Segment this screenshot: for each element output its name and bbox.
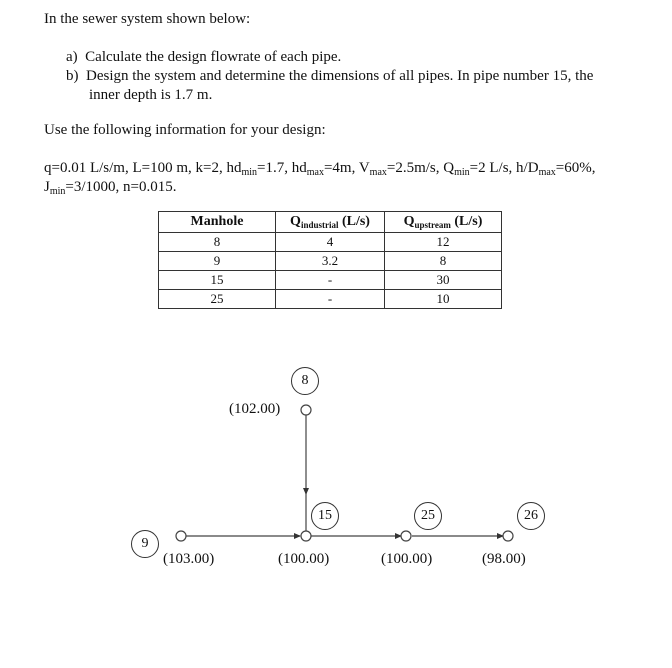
manhole-9-label: 9 <box>131 530 159 558</box>
elevation-25: (100.00) <box>381 551 433 567</box>
elevation-26: (98.00) <box>482 551 526 567</box>
cell-manhole: 8 <box>159 233 276 252</box>
header-q-industrial: $Q_{industrial}$ (L/s) <box>276 212 385 233</box>
elevation-15: (100.00) <box>278 551 330 567</box>
cell-manhole: 25 <box>159 290 276 309</box>
manhole-15-node <box>301 531 311 541</box>
question-a: a) Calculate the design flowrate of each pipe. <box>66 49 342 65</box>
cell-q-industrial: 4 <box>276 233 385 252</box>
question-b: b) Design the system and determine the dimensions of all pipes. In pipe number 15, the <box>66 68 594 84</box>
manhole-26-node <box>503 531 513 541</box>
question-b-continued: inner depth is 1.7 m. <box>89 87 213 103</box>
cell-q-upstream: 12 <box>385 233 502 252</box>
manhole-15-label: 15 <box>311 502 339 530</box>
cell-q-industrial: - <box>276 290 385 309</box>
manhole-9-node <box>176 531 186 541</box>
cell-q-upstream: 8 <box>385 252 502 271</box>
manhole-26-label: 26 <box>517 502 545 530</box>
cell-q-upstream: 30 <box>385 271 502 290</box>
cell-q-industrial: - <box>276 271 385 290</box>
parameters-line-1: q=0.01 L/s/m, L=100 m, k=2, $hd_{min}=1.7$, $hd_{max}=4m$, $V_{max}=2.5m/s$, $Q_{min}=2$ L/s, $h/D_{max}=60\%$, <box>44 160 596 178</box>
instructions-text: Use the following information for your design: <box>44 122 326 138</box>
intro-text: In the sewer system shown below: <box>44 11 251 27</box>
manhole-8-node <box>301 405 311 415</box>
header-q-upstream: $Q_{upstream}$ (L/s) <box>385 212 502 233</box>
cell-q-upstream: 10 <box>385 290 502 309</box>
cell-q-industrial: 3.2 <box>276 252 385 271</box>
manhole-25-label: 25 <box>414 502 442 530</box>
header-manhole: Manhole <box>159 212 276 233</box>
cell-manhole: 15 <box>159 271 276 290</box>
elevation-8: (102.00) <box>229 401 281 417</box>
parameters-line-2: $J_{min}=3/1000$, n=0.015. <box>44 179 177 197</box>
manhole-8-label: 8 <box>291 367 319 395</box>
elevation-9: (103.00) <box>163 551 215 567</box>
cell-manhole: 9 <box>159 252 276 271</box>
manhole-25-node <box>401 531 411 541</box>
